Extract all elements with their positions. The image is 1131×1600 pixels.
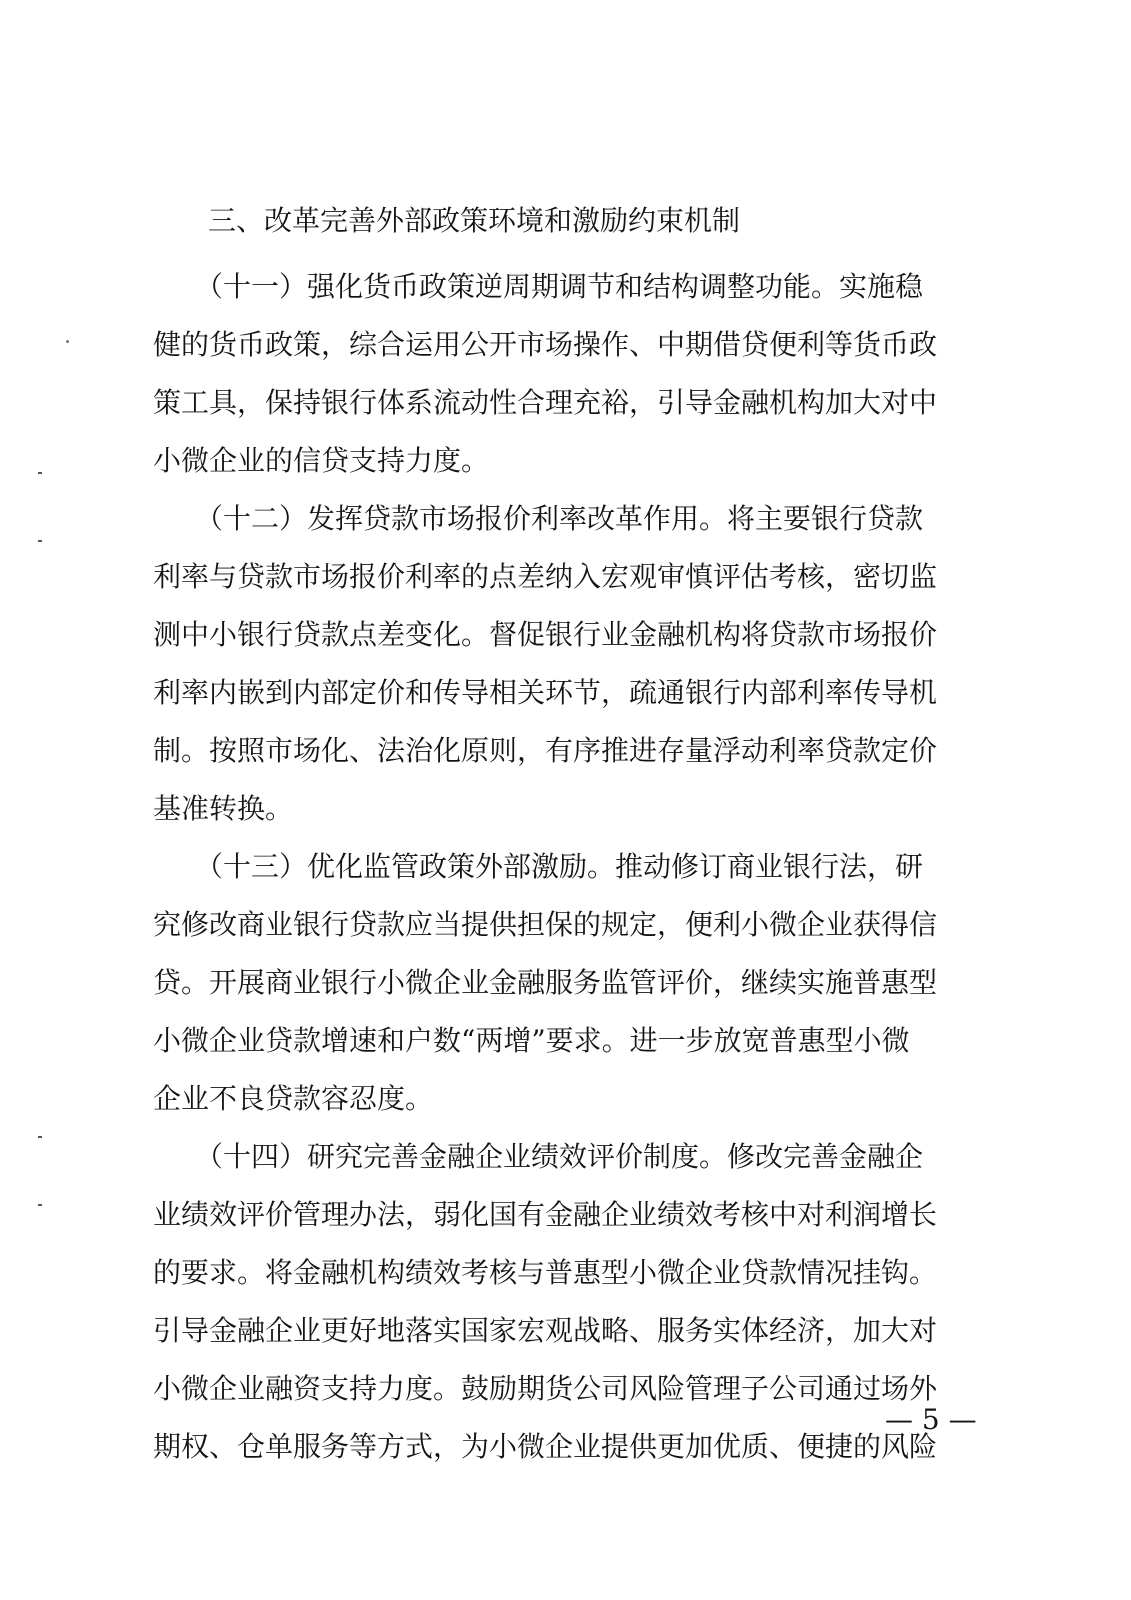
section-heading: 三、改革完善外部政策环境和激励约束机制 [208, 204, 741, 237]
text-line: 贷。开展商业银行小微企业金融服务监管评价，继续实施普惠型 [153, 966, 938, 999]
scan-margin-mark [38, 1204, 42, 1206]
document-body [153, 204, 983, 1476]
text-line: 利率内嵌到内部定价和传导相关环节，疏通银行内部利率传导机 [153, 676, 938, 709]
text-line: 的要求。将金融机构绩效考核与普惠型小微企业贷款情况挂钩。 [153, 1256, 938, 1289]
text-line: 健的货币政策，综合运用公开市场操作、中期借贷便利等货币政 [153, 328, 938, 361]
text-line: 利率与贷款市场报价利率的点差纳入宏观审慎评估考核，密切监 [153, 560, 938, 593]
text-line: 小微企业融资支持力度。鼓励期货公司风险管理子公司通过场外 [153, 1372, 938, 1405]
text-line: 企业不良贷款容忍度。 [153, 1082, 434, 1115]
text-line: 测中小银行贷款点差变化。督促银行业金融机构将贷款市场报价 [153, 618, 938, 651]
text-line: （十一）强化货币政策逆周期调节和结构调整功能。实施稳 [153, 270, 924, 303]
text-line: （十三）优化监管政策外部激励。推动修订商业银行法，研 [153, 850, 924, 883]
text-line: （十四）研究完善金融企业绩效评价制度。修改完善金融企 [153, 1140, 924, 1173]
text-line: 小微企业的信贷支持力度。 [153, 444, 490, 477]
paragraph-12 [153, 490, 983, 838]
paragraph-11 [153, 258, 983, 490]
text-line: 究修改商业银行贷款应当提供担保的规定，便利小微企业获得信 [153, 908, 938, 941]
scan-margin-mark [38, 472, 42, 474]
scan-margin-mark [38, 540, 42, 542]
scan-margin-mark [38, 1136, 42, 1138]
text-line: 业绩效评价管理办法，弱化国有金融企业绩效考核中对利润增长 [153, 1198, 938, 1231]
text-line: 期权、仓单服务等方式，为小微企业提供更加优质、便捷的风险 [153, 1430, 938, 1463]
text-line: （十二）发挥贷款市场报价利率改革作用。将主要银行贷款 [153, 502, 924, 535]
text-line: 策工具，保持银行体系流动性合理充裕，引导金融机构加大对中 [153, 386, 938, 419]
text-line: 小微企业贷款增速和户数“两增”要求。进一步放宽普惠型小微 [153, 1024, 910, 1057]
text-line: 基准转换。 [153, 792, 294, 825]
text-line: 制。按照市场化、法治化原则，有序推进存量浮动利率贷款定价 [153, 734, 938, 767]
scan-fleck [66, 340, 69, 343]
paragraph-13 [153, 838, 983, 1128]
text-line: 引导金融企业更好地落实国家宏观战略、服务实体经济，加大对 [153, 1314, 938, 1347]
page-number: — 5 — [885, 1403, 977, 1436]
paragraph-14 [153, 1128, 983, 1476]
